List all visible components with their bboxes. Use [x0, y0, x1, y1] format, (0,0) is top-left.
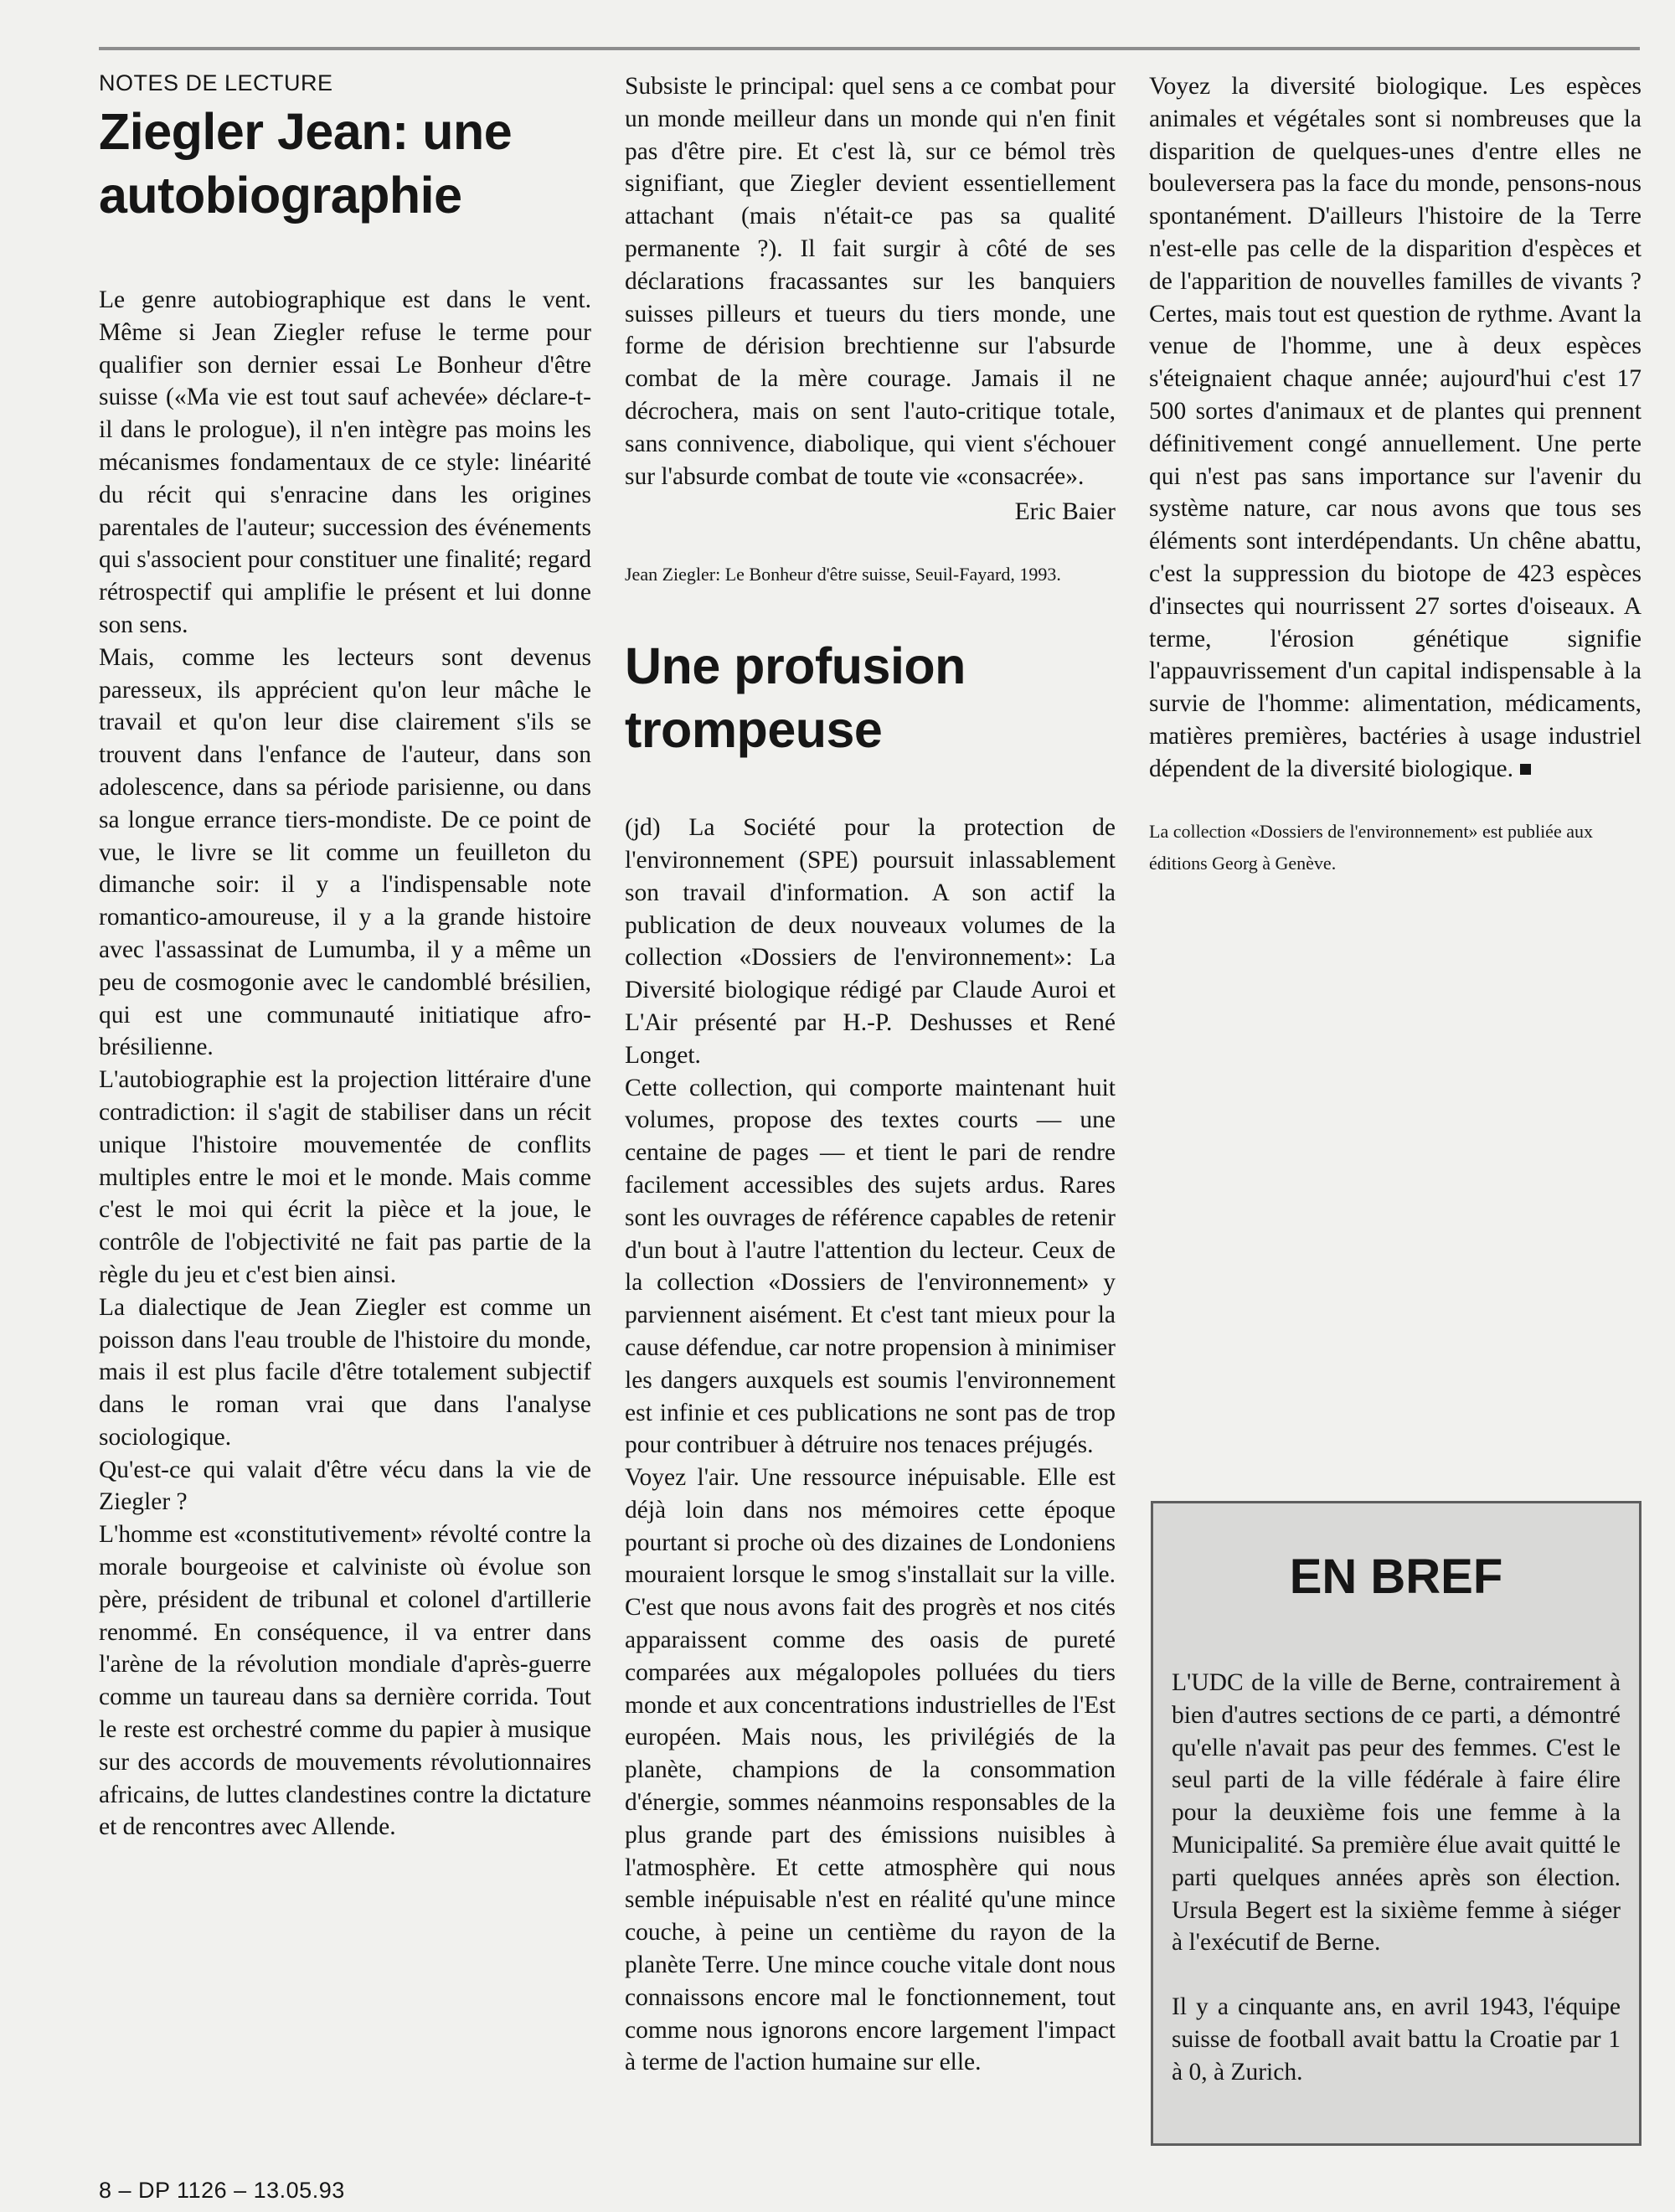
paragraph: Voyez l'air. Une ressource inépuisable. Elle est déjà loin dans nos mémoires cette époque pourtant si proche où des dizaines de Londoniens mouraient lorsque le smog s'installait sur la ville. C'est que nous avons fait des progrès et nos cités apparaissent comme des oasis de pureté comparées aux mégalopoles polluées du tiers monde et aux concentrations industrielles de l'Est européen. Mais nous, les privilégiés de la planète, champions de la consommation d'énergie, sommes néanmoins responsables de la plus grande part des émissions nuisibles à l'atmosphère. Et cette atmosphère qui nous semble inépuisable n'est en réalité qu'une mince couche, à peine un centième du rayon de la planète Terre. Une mince couche vitale dont nous connaissons encore mal le fonctionnement, tout comme nous ignorons encore largement l'impact à terme de l'action humaine sur elle.	[625, 1464, 1116, 2076]
paragraph: La dialectique de Jean Ziegler est comme un poisson dans l'eau trouble de l'histoire du monde, mais il est plus facile d'être totalement subjectif dans le roman vrai que dans l'analyse sociologique.	[99, 1293, 591, 1451]
paragraph: Mais, comme les lecteurs sont devenus paresseux, ils apprécient qu'on leur mâche le travail et qu'on leur dise clairement s'ils se trouvent dans l'enfance de l'auteur, dans son adolescence, dans sa période parisienne, ou dans sa longue errance tiers-mondiste. De ce point de vue, le livre se lit comme un feuilleton du dimanche soir: il y a l'indispensable note romantico-amoureuse, il y a la grande histoire avec l'assassinat de Lumumba, il y a même un peu de cosmogonie avec le candomblé brésilien, qui est une communauté initiatique afro-brésilienne.	[99, 643, 591, 1061]
paragraph: Qu'est-ce qui valait d'être vécu dans la vie de Ziegler ?	[99, 1456, 591, 1516]
paragraph: Subsiste le principal: quel sens a ce combat pour un monde meilleur dans un monde qui n'en finit pas d'être pire. Et c'est là, sur ce bémol très signifiant, que Ziegler devient essentiellement attachant (mais n'était-ce pas sa qualité permanente ?). Il fait surgir à côté de ses déclarations fracassantes sur les banquiers suisses pilleurs et tueurs du tiers monde, une forme de dérision brechtienne sur l'absurde combat de la mère courage. Jamais il ne décrochera, mais on sent l'auto-critique totale, sans connivence, diabolique, qui vient s'échouer sur l'absurde combat de toute vie «consacrée».	[625, 73, 1116, 490]
paragraph: Le genre autobiographique est dans le vent. Même si Jean Ziegler refuse le terme pour qualifier son dernier essai Le Bonheur d'être suisse («Ma vie est tout sauf achevée» déclare-t-il dans le prologue), il n'en intègre pas moins les mécanismes fondamentaux de ce style: linéarité du récit qui s'enracine dans les origines parentales de l'auteur; succession des événements qui s'associent pour constituer une finalité; regard rétrospectif qui amplifie le présent et lui donne son sens.	[99, 286, 591, 638]
paragraph	[1149, 70, 1642, 786]
top-rule	[99, 47, 1640, 50]
paragraph: L'autobiographie est la projection littéraire d'une contradiction: il s'agit de stabiliser dans un récit unique l'histoire mouvementée de conflits multiples entre le moi et le monde. Mais comme c'est le moi qui écrit la pièce et la joue, le contrôle de l'objectivité ne fait pas partie de la règle du jeu et c'est bien ainsi.	[99, 1066, 591, 1288]
article-body	[625, 812, 1116, 2079]
article-body-continued	[625, 70, 1116, 529]
column-1	[99, 70, 591, 1843]
article-body-continued	[1149, 70, 1642, 786]
en-bref-title: EN BREF	[1289, 1549, 1503, 1604]
article-body	[99, 284, 591, 1843]
collection-note: La collection «Dossiers de l'environnement» est publiée aux éditions Georg à Genève.	[1149, 820, 1593, 874]
paragraph: Cette collection, qui comporte maintenant huit volumes, propose des textes courts — une centaine de pages — et tient le pari de rendre facilement accessibles des sujets ardus. Rares sont les ouvrages de référence capables de retenir d'un bout à l'autre l'attention du lecteur. Ceux de la collection «Dossiers de l'environnement» y parviennent aisément. Et c'est tant mieux pour la cause défendue, car notre propension à minimiser les dangers auxquels est soumis l'environnement est infinie et ces publications ne sont pas de trop pour contribuer à détruire nos tenaces préjugés.	[625, 1074, 1116, 1459]
column-3	[1149, 70, 1642, 879]
author-signature: Eric Baier	[1014, 498, 1116, 526]
end-mark-icon	[1520, 764, 1531, 775]
column-2	[625, 70, 1116, 2079]
brief-item: L'UDC de la ville de Berne, contrairement à bien d'autres sections de ce parti, a démontré qu'elle n'avait pas peur des femmes. C'est le seul parti de la ville fédérale à faire élire pour la deuxième fois une femme à la Municipalité. Sa première élue avait quitté le parti quelques années après son élection. Ursula Begert est la sixième femme à siéger à l'exécutif de Berne.	[1172, 1669, 1621, 1957]
en-bref-body	[1172, 1667, 1621, 2089]
article-title: Ziegler Jean: une autobiographie	[99, 103, 513, 224]
en-bref-box	[1151, 1501, 1642, 2146]
page-folio: 8 – DP 1126 – 13.05.93	[99, 2178, 345, 2203]
brief-item: Il y a cinquante ans, en avril 1943, l'équipe suisse de football avait battu la Croatie par 1 à 0, à Zurich.	[1172, 1993, 1621, 2086]
paragraph-text: Voyez la diversité biologique. Les espèces animales et végétales sont si nombreuses que la disparition de quelques-unes d'entre elles ne bouleversera pas la face du monde, pensons-nous spontanément. D'ailleurs l'histoire de la Terre n'est-elle pas celle de la disparition d'espèces et de l'apparition de nouvelles familles de vivants ? Certes, mais tout est question de rythme. Avant la venue de l'homme, une à deux espèces s'éteignaient chaque année; aujourd'hui c'est 17 500 sortes d'animaux et de plantes qui prennent définitivement congé annuellement. Une perte qui n'est pas sans importance sur l'avenir du système nature, car nous avons que tous ses éléments sont interdépendants. Un chêne abattu, c'est la suppression du biotope de 423 espèces d'insectes qui nourrissent 27 sortes d'oiseaux. A terme, l'érosion génétique signifie l'appauvrissement d'un capital indispensable à la survie de l'homme: alimentation, médicaments, matières premières, bactéries à usage industriel dépendent de la diversité biologique.	[1149, 73, 1642, 782]
paragraph: (jd) La Société pour la protection de l'environnement (SPE) poursuit inlassablement son travail d'information. A son actif la publication de deux nouveaux volumes de la collection «Dossiers de l'environnement»: La Diversité biologique rédigé par Claude Auroi et L'Air présenté par H.-P. Deshusses et René Longet.	[625, 814, 1116, 1069]
paragraph: L'homme est «constitutivement» révolté contre la morale bourgeoise et calviniste où évolue son père, président de tribunal et colonel d'artillerie renommé. En conséquence, il va entrer dans l'arène de la révolution mondiale d'après-guerre comme un taureau dans sa dernière corrida. Tout le reste est orchestré comme du papier à musique sur des accords de mouvements révolutionnaires africains, de luttes clandestines contre la dictature et de rencontres avec Allende.	[99, 1521, 591, 1841]
section-kicker: NOTES DE LECTURE	[99, 70, 333, 95]
article-title: Une profusion trompeuse	[625, 637, 966, 759]
book-reference: Jean Ziegler: Le Bonheur d'être suisse, Seuil-Fayard, 1993.	[625, 564, 1061, 585]
